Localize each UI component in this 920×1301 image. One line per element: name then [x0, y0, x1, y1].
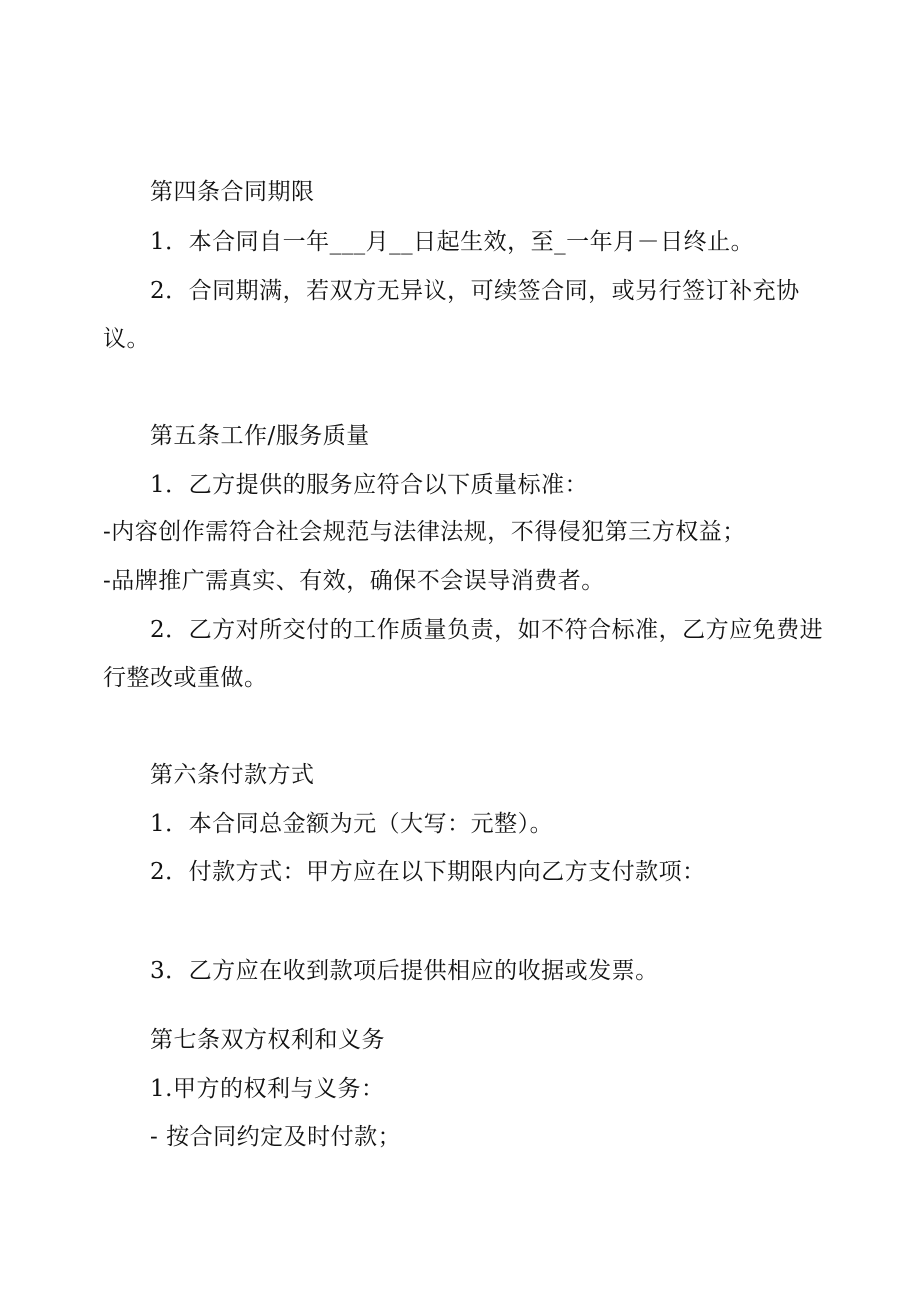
article-5-bullet-2: -品牌推广需真实、有效，确保不会误导消费者。 [103, 568, 605, 594]
article-7-item-1: 1.甲方的权利与义务： [150, 1076, 385, 1102]
article-5-item-1: 1．乙方提供的服务应符合以下质量标准： [150, 472, 589, 498]
article-5-heading: 第五条工作/服务质量 [150, 423, 370, 449]
article-4-item-2: 2．合同期满，若双方无异议，可续签合同，或另行签订补充协 [150, 278, 800, 304]
article-6-item-3: 3．乙方应在收到款项后提供相应的收据或发票。 [150, 958, 659, 984]
article-5-item-2-continued: 行整改或重做。 [103, 665, 268, 691]
article-4-item-2-continued: 议。 [103, 326, 150, 352]
article-6-heading: 第六条付款方式 [150, 762, 315, 788]
article-7-bullet-1: - 按合同约定及时付款； [150, 1124, 402, 1150]
article-6-item-2: 2．付款方式：甲方应在以下期限内向乙方支付款项： [150, 859, 706, 885]
article-5-item-2: 2．乙方对所交付的工作质量负责，如不符合标准，乙方应免费进 [150, 617, 824, 643]
article-4-item-1: 1．本合同自一年___月__日起生效，至_一年月－日终止。 [150, 229, 755, 255]
article-7-heading: 第七条双方权利和义务 [150, 1027, 385, 1053]
article-6-item-1: 1．本合同总金额为元（大写：元整）。 [150, 811, 554, 837]
article-4-heading: 第四条合同期限 [150, 179, 315, 205]
article-5-bullet-1: -内容创作需符合社会规范与法律法规，不得侵犯第三方权益； [103, 519, 746, 545]
